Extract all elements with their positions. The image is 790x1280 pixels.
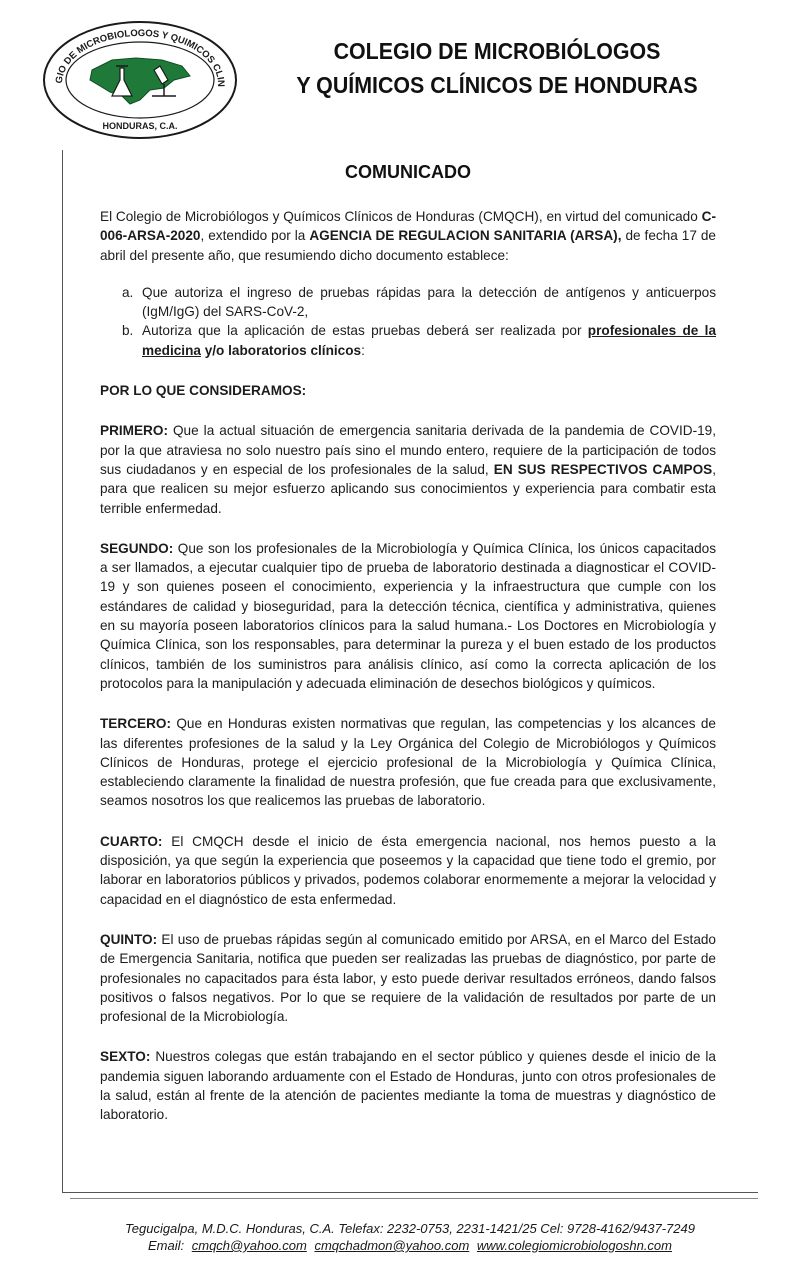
paragraph-tercero bbox=[100, 714, 716, 810]
paragraph-text: El CMQCH desde el inicio de ésta emergencia nacional, nos hemos puesto a la disposición, ya que según la experiencia que poseemos y la capacidad que tiene todo el gremio, por laborar en laboratorios públicos y privados, podemos colaborar enormemente a mejorar la velocidad y capacidad en el diagnóstico de esta enfermedad. bbox=[100, 833, 716, 907]
considerations-heading bbox=[100, 381, 716, 400]
intro-text-2: , extendido por la bbox=[200, 228, 310, 244]
list-item-text: Autoriza que la aplicación de estas pruebas deberá ser realizada por bbox=[142, 323, 588, 339]
summary-list bbox=[100, 283, 716, 360]
intro-agency-name: AGENCIA DE REGULACION SANITARIA (ARSA), bbox=[309, 228, 622, 244]
paragraph-cuarto bbox=[100, 832, 716, 909]
document-body bbox=[100, 207, 716, 1146]
email-link-cmqch[interactable]: cmqch@yahoo.com bbox=[191, 1238, 307, 1253]
paragraph-label: CUARTO: bbox=[100, 833, 163, 849]
paragraph-text: Que son los profesionales de la Microbiología y Química Clínica, los únicos capacitados a ser llamados, a ejecutar cualquier tipo de prueba de laboratorio destinada a diagnosticar el COVID-19 y son quienes poseen el conocimiento, experiencia y la infraestructura que cumple con los estándares de calidad y bioseguridad, para la detección técnica, científica y administrativa, quienes en su mayoría poseen laboratorios clínicos para la salud humana.- Los Doctores en Microbiología y Química Clínica, son los responsables, para determinar la pureza y el buen estado de los productos clínicos, también de los suministros para análisis clínico, así como la correcta aplicación de los protocolos para la manipulación y adecuada eliminación de desechos biológicos y químicos. bbox=[100, 540, 716, 691]
paragraph-label: SEXTO: bbox=[100, 1049, 151, 1065]
logo-country-text: HONDURAS, C.A. bbox=[102, 121, 178, 131]
paragraph-label: SEGUNDO: bbox=[100, 540, 174, 556]
paragraph-label: QUINTO: bbox=[100, 931, 158, 947]
letterhead-footer bbox=[62, 1220, 758, 1254]
document-title: COMUNICADO bbox=[345, 162, 471, 182]
paragraph-text: Que la actual situación de emergencia sanitaria derivada de la pandemia de COVID-19, por la que atraviesa no solo nuestro país sino el mundo entero, requiere de la participación de todos sus ciudadanos y en especial de los profesionales de la salud, bbox=[100, 423, 716, 477]
considerations-heading-text: POR LO QUE CONSIDERAMOS: bbox=[100, 383, 307, 399]
footer-contacts bbox=[62, 1237, 758, 1254]
paragraph-text: Nuestros colegas que están trabajando en el sector público y quienes desde el inicio de la pandemia siguen laborando arduamente con el Estado de Honduras, junto con otros profesionales de la salud, están al frente de la atención de pacientes mediante la toma de muestras y diagnóstico de laboratorio. bbox=[100, 1049, 716, 1123]
list-item bbox=[122, 283, 716, 322]
frame-bottom-inner-border bbox=[70, 1198, 758, 1199]
paragraph-segundo bbox=[100, 539, 716, 693]
institution-header bbox=[278, 34, 715, 102]
logo-arc-text: GIO DE MICROBIOLOGOS Y QUIMICOS CLIN bbox=[53, 27, 227, 87]
intro-reference-code: C-006-ARSA-2020 bbox=[100, 209, 716, 244]
intro-text-1: El Colegio de Microbiólogos y Químicos Clínicos de Honduras (CMQCH), en virtud del comunicado bbox=[100, 209, 702, 224]
paragraph-text: El uso de pruebas rápidas según al comunicado emitido por ARSA, en el Marco del Estado de Emergencia Sanitaria, notifica que pueden ser realizadas las pruebas de diagnóstico, por parte de profesionales no capacitados para ésta labor, y esto puede derivar resultados erróneos, dando falsos positivos o falsos negativos. Por lo que se requiere de la validación de resultados por parte de un profesional de la Microbiología. bbox=[100, 931, 716, 1025]
list-item bbox=[122, 321, 717, 360]
frame-bottom-border bbox=[62, 1192, 758, 1193]
list-item-end: : bbox=[361, 342, 365, 358]
paragraph-label: PRIMERO: bbox=[100, 423, 168, 439]
list-marker: a. bbox=[122, 284, 134, 300]
paragraph-emphasis: EN SUS RESPECTIVOS CAMPOS bbox=[493, 461, 713, 477]
email-link-cmqchadmon[interactable]: cmqchadmon@yahoo.com bbox=[314, 1238, 470, 1253]
intro-text-3: de fecha 17 de abril del presente año, que resumiendo dicho documento establece: bbox=[100, 228, 716, 263]
intro-paragraph bbox=[100, 207, 716, 265]
list-marker: b. bbox=[122, 323, 134, 339]
footer-email-label: Email: bbox=[148, 1238, 185, 1253]
list-item-text: Que autoriza el ingreso de pruebas rápidas para la detección de antígenos y anticuerpos (IgM/IgG) del SARS-CoV-2, bbox=[142, 284, 716, 320]
paragraph-text: Que en Honduras existen normativas que regulan, las competencias y los alcances de las diferentes profesiones de la salud y la Ley Orgánica del Colegio de Microbiólogos y Químicos Clínicos de Honduras, protege el ejercicio profesional de la Microbiología y Química Clínica, estableciendo claramente la finalidad de nuestra profesión, que fue creada para que exclusivamente, seamos nosotros los que realicemos las pruebas de laboratorio. bbox=[100, 716, 716, 809]
paragraph-label: TERCERO: bbox=[100, 716, 171, 732]
frame-left-border bbox=[62, 150, 63, 1192]
header-title-line-1: COLEGIO DE MICROBIÓLOGOS bbox=[333, 38, 661, 64]
footer-address: Tegucigalpa, M.D.C. Honduras, C.A. Telefax: 2232-0753, 2231-1421/25 Cel: 9728-4162/9437-7249 bbox=[125, 1221, 695, 1236]
list-item-bold-text: y/o laboratorios clínicos bbox=[200, 342, 362, 358]
paragraph-primero bbox=[100, 421, 716, 517]
college-logo-seal bbox=[40, 14, 240, 142]
paragraph-sexto bbox=[100, 1047, 716, 1124]
list-item-emphasis: profesionales de la medicina bbox=[142, 323, 717, 358]
paragraph-text: , para que realicen su mejor esfuerzo aplicando sus conocimientos y experiencia para combatir esta terrible enfermedad. bbox=[100, 461, 716, 516]
website-link[interactable]: www.colegiomicrobiologoshn.com bbox=[476, 1238, 672, 1253]
header-title-line-2: Y QUÍMICOS CLÍNICOS DE HONDURAS bbox=[296, 72, 698, 98]
paragraph-quinto bbox=[100, 930, 716, 1026]
